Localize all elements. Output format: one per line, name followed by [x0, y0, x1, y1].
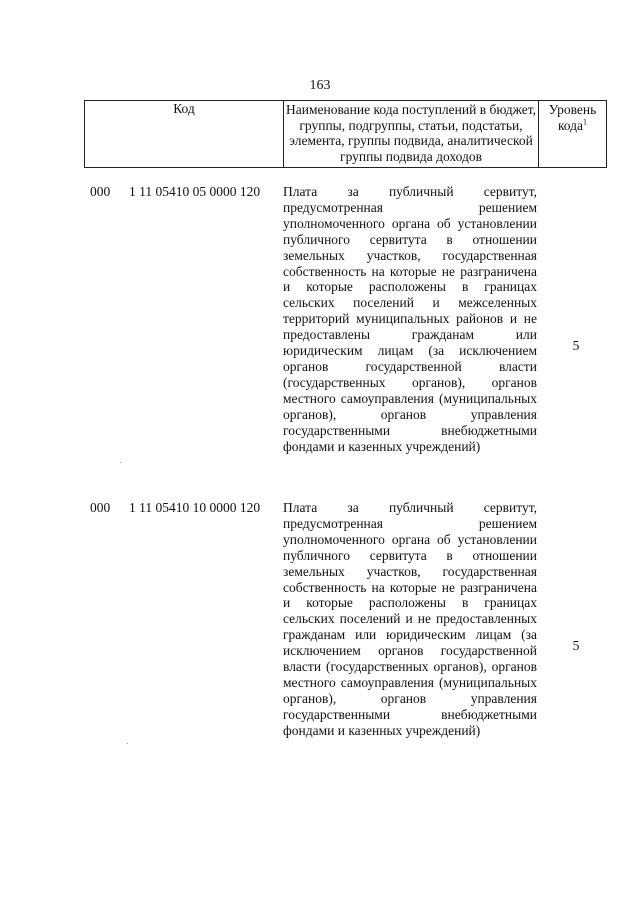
header-code-label: Код — [173, 101, 195, 116]
row-code-level: 5 — [572, 638, 580, 653]
row-income-code: 1 11 05410 10 0000 120 — [129, 500, 261, 515]
header-level-label: Уровень кода — [548, 102, 597, 133]
scan-speck — [127, 743, 128, 744]
row-income-code: 1 11 05410 05 0000 120 — [129, 184, 261, 199]
row-income-name: Плата за публичный сервитут, предусмотренная решением уполномоченного органа об установлении публичного сервитута в отношении земельных участков, государственная собственность на которые не разграничена и которые расположены в границах сельских поселений и межселенных территорий муниципальных районов и не предоставлены гражданам или юридическим лицам (за исключением органов государственной власти (государственных органов), органов местного самоуправления (муниципальных органов), органов управления государственными внебюджетными фондами и казенных учреждений) — [283, 184, 537, 454]
header-name-label: Наименование кода поступлений в бюджет, группы, подгруппы, статьи, подстатьи, элемента, группы подвида, аналитической группы подвида доходов — [285, 102, 536, 164]
header-level-cell — [538, 101, 607, 167]
row-code-level: 5 — [572, 338, 580, 353]
header-level-footnote: 1 — [583, 117, 588, 126]
page-number: 163 — [309, 78, 331, 93]
scan-speck — [120, 462, 121, 463]
header-code-cell — [84, 101, 283, 167]
table-header — [84, 100, 607, 168]
row-admin-code: 000 — [90, 500, 111, 515]
row-income-name: Плата за публичный сервитут, предусмотренная решением уполномоченного органа об установлении публичного сервитута в отношении земельных участков, государственная собственность на которые не разграничена и которые расположены в границах сельских поселений и не предоставленных гражданам или юридическим лицам (за исключением органов государственной власти (государственных органов), органов местного самоуправления (муниципальных органов), органов управления государственными внебюджетными фондами и казенных учреждений) — [283, 500, 537, 738]
row-admin-code: 000 — [90, 184, 111, 199]
header-name-cell — [283, 101, 538, 167]
